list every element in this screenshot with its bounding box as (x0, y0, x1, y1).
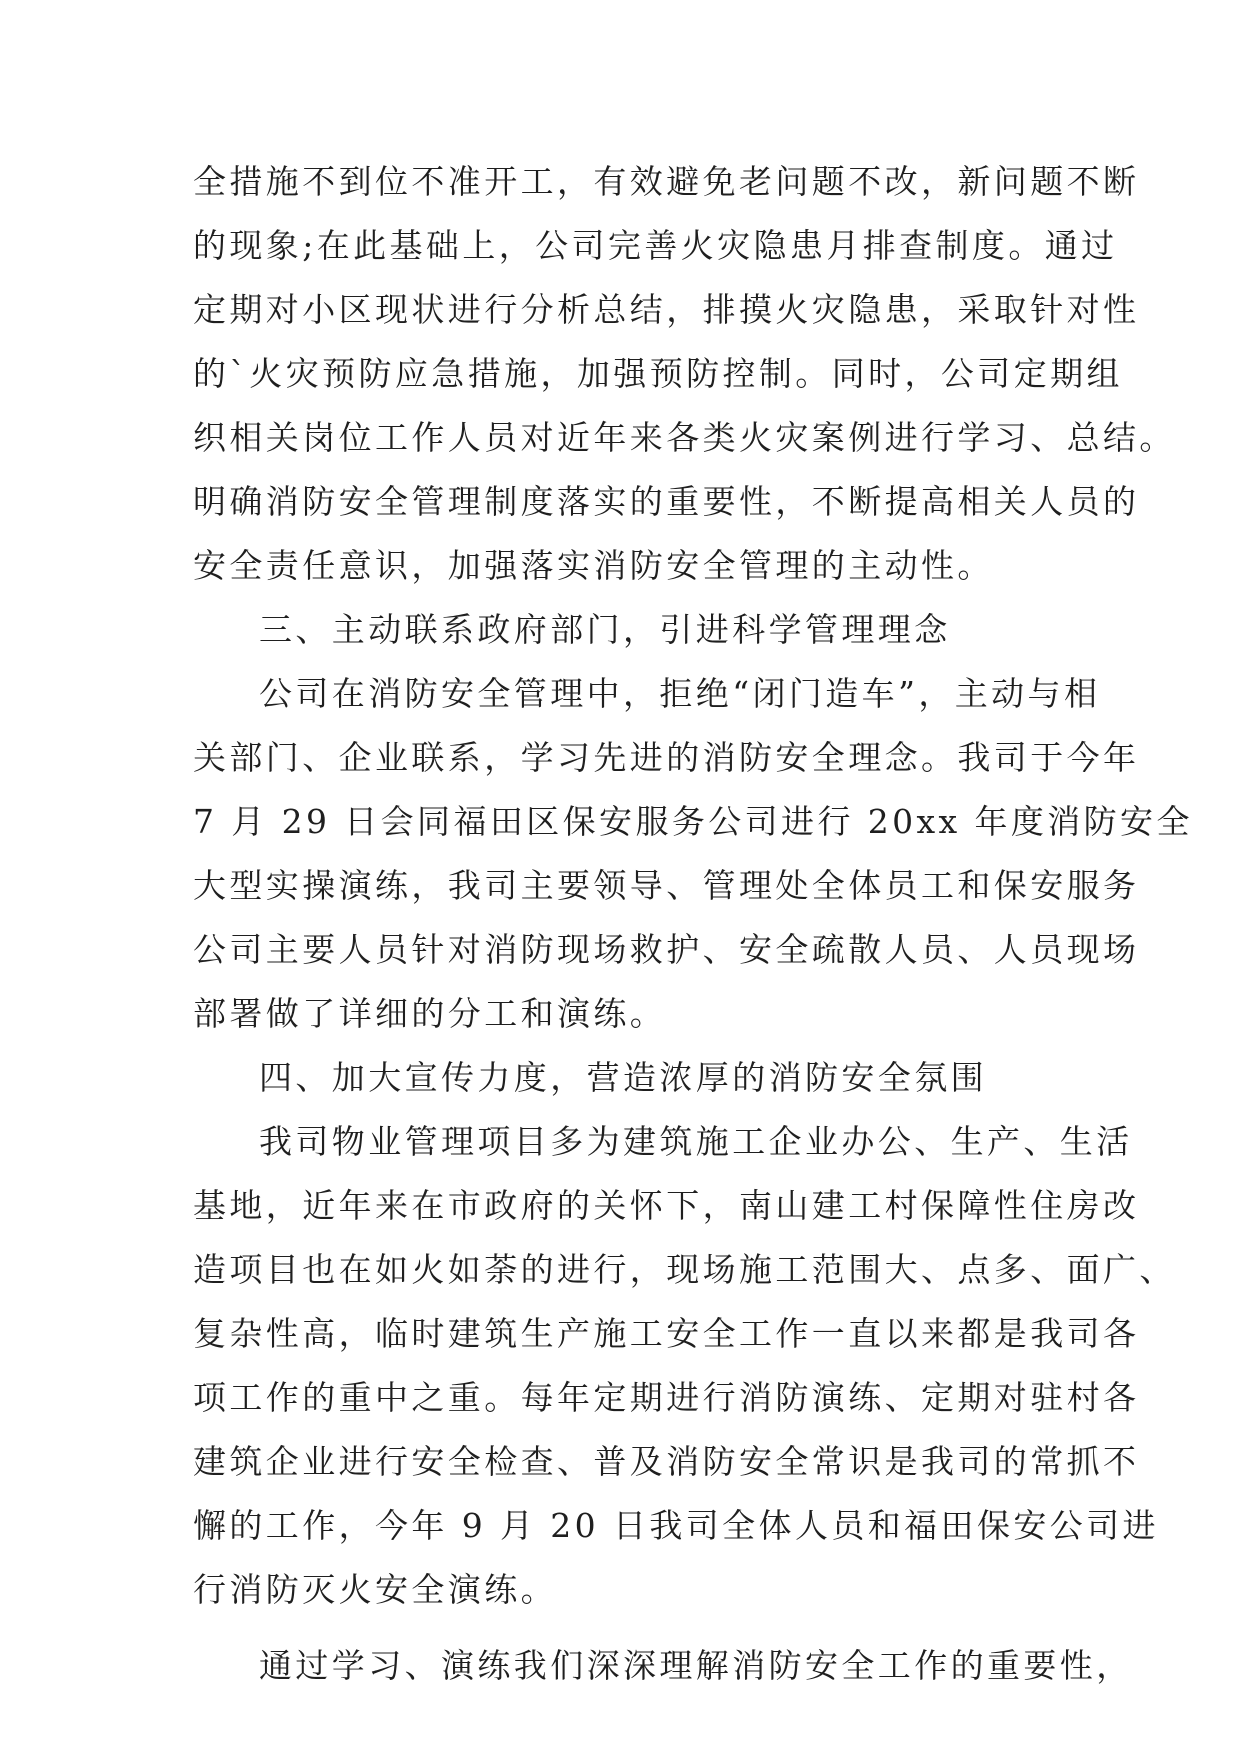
section-heading-4: 四、加大宣传力度，营造浓厚的消防安全氛围 (259, 1058, 987, 1097)
text-line-14: 部署做了详细的分工和演练。 (193, 994, 667, 1033)
text-line-21: 建筑企业进行安全检查、普及消防安全常识是我司的常抓不 (193, 1442, 1140, 1481)
text-line-10: 关部门、企业联系，学习先进的消防安全理念。我司于今年 (193, 738, 1140, 777)
text-line-11: 7 月 29 日会同福田区保安服务公司进行 20xx 年度消防安全 (193, 802, 1193, 841)
text-line-16: 我司物业管理项目多为建筑施工企业办公、生产、生活 (259, 1122, 1133, 1161)
text-line-13: 公司主要人员针对消防现场救护、安全疏散人员、人员现场 (193, 930, 1140, 969)
text-line-5: 织相关岗位工作人员对近年来各类火灾案例进行学习、总结。 (193, 418, 1176, 457)
text-line-17: 基地，近年来在市政府的关怀下，南山建工村保障性住房改 (193, 1186, 1140, 1225)
text-line-12: 大型实操演练，我司主要领导、管理处全体员工和保安服务 (193, 866, 1140, 905)
text-line-22: 懈的工作，今年 9 月 20 日我司全体人员和福田保安公司进 (193, 1506, 1159, 1545)
text-line-7: 安全责任意识，加强落实消防安全管理的主动性。 (193, 546, 994, 585)
text-line-24: 通过学习、演练我们深深理解消防安全工作的重要性， (259, 1646, 1133, 1685)
text-line-6: 明确消防安全管理制度落实的重要性，不断提高相关人员的 (193, 482, 1140, 521)
text-line-23: 行消防灭火安全演练。 (193, 1570, 557, 1609)
document-body (193, 150, 1193, 1698)
section-heading-3: 三、主动联系政府部门，引进科学管理理念 (259, 610, 951, 649)
text-line-9: 公司在消防安全管理中，拒绝“闭门造车”，主动与相 (259, 674, 1101, 713)
text-line-20: 项工作的重中之重。每年定期进行消防演练、定期对驻村各 (193, 1378, 1140, 1417)
text-line-3: 定期对小区现状进行分析总结，排摸火灾隐患，采取针对性 (193, 290, 1140, 329)
text-line-18: 造项目也在如火如荼的进行，现场施工范围大、点多、面广、 (193, 1250, 1176, 1289)
text-line-2: 的现象;在此基础上，公司完善火灾隐患月排查制度。通过 (193, 226, 1118, 265)
text-line-19: 复杂性高，临时建筑生产施工安全工作一直以来都是我司各 (193, 1314, 1140, 1353)
text-line-4: 的`火灾预防应急措施，加强预防控制。同时，公司定期组 (193, 354, 1123, 393)
text-line-1: 全措施不到位不准开工，有效避免老问题不改，新问题不断 (193, 162, 1140, 201)
